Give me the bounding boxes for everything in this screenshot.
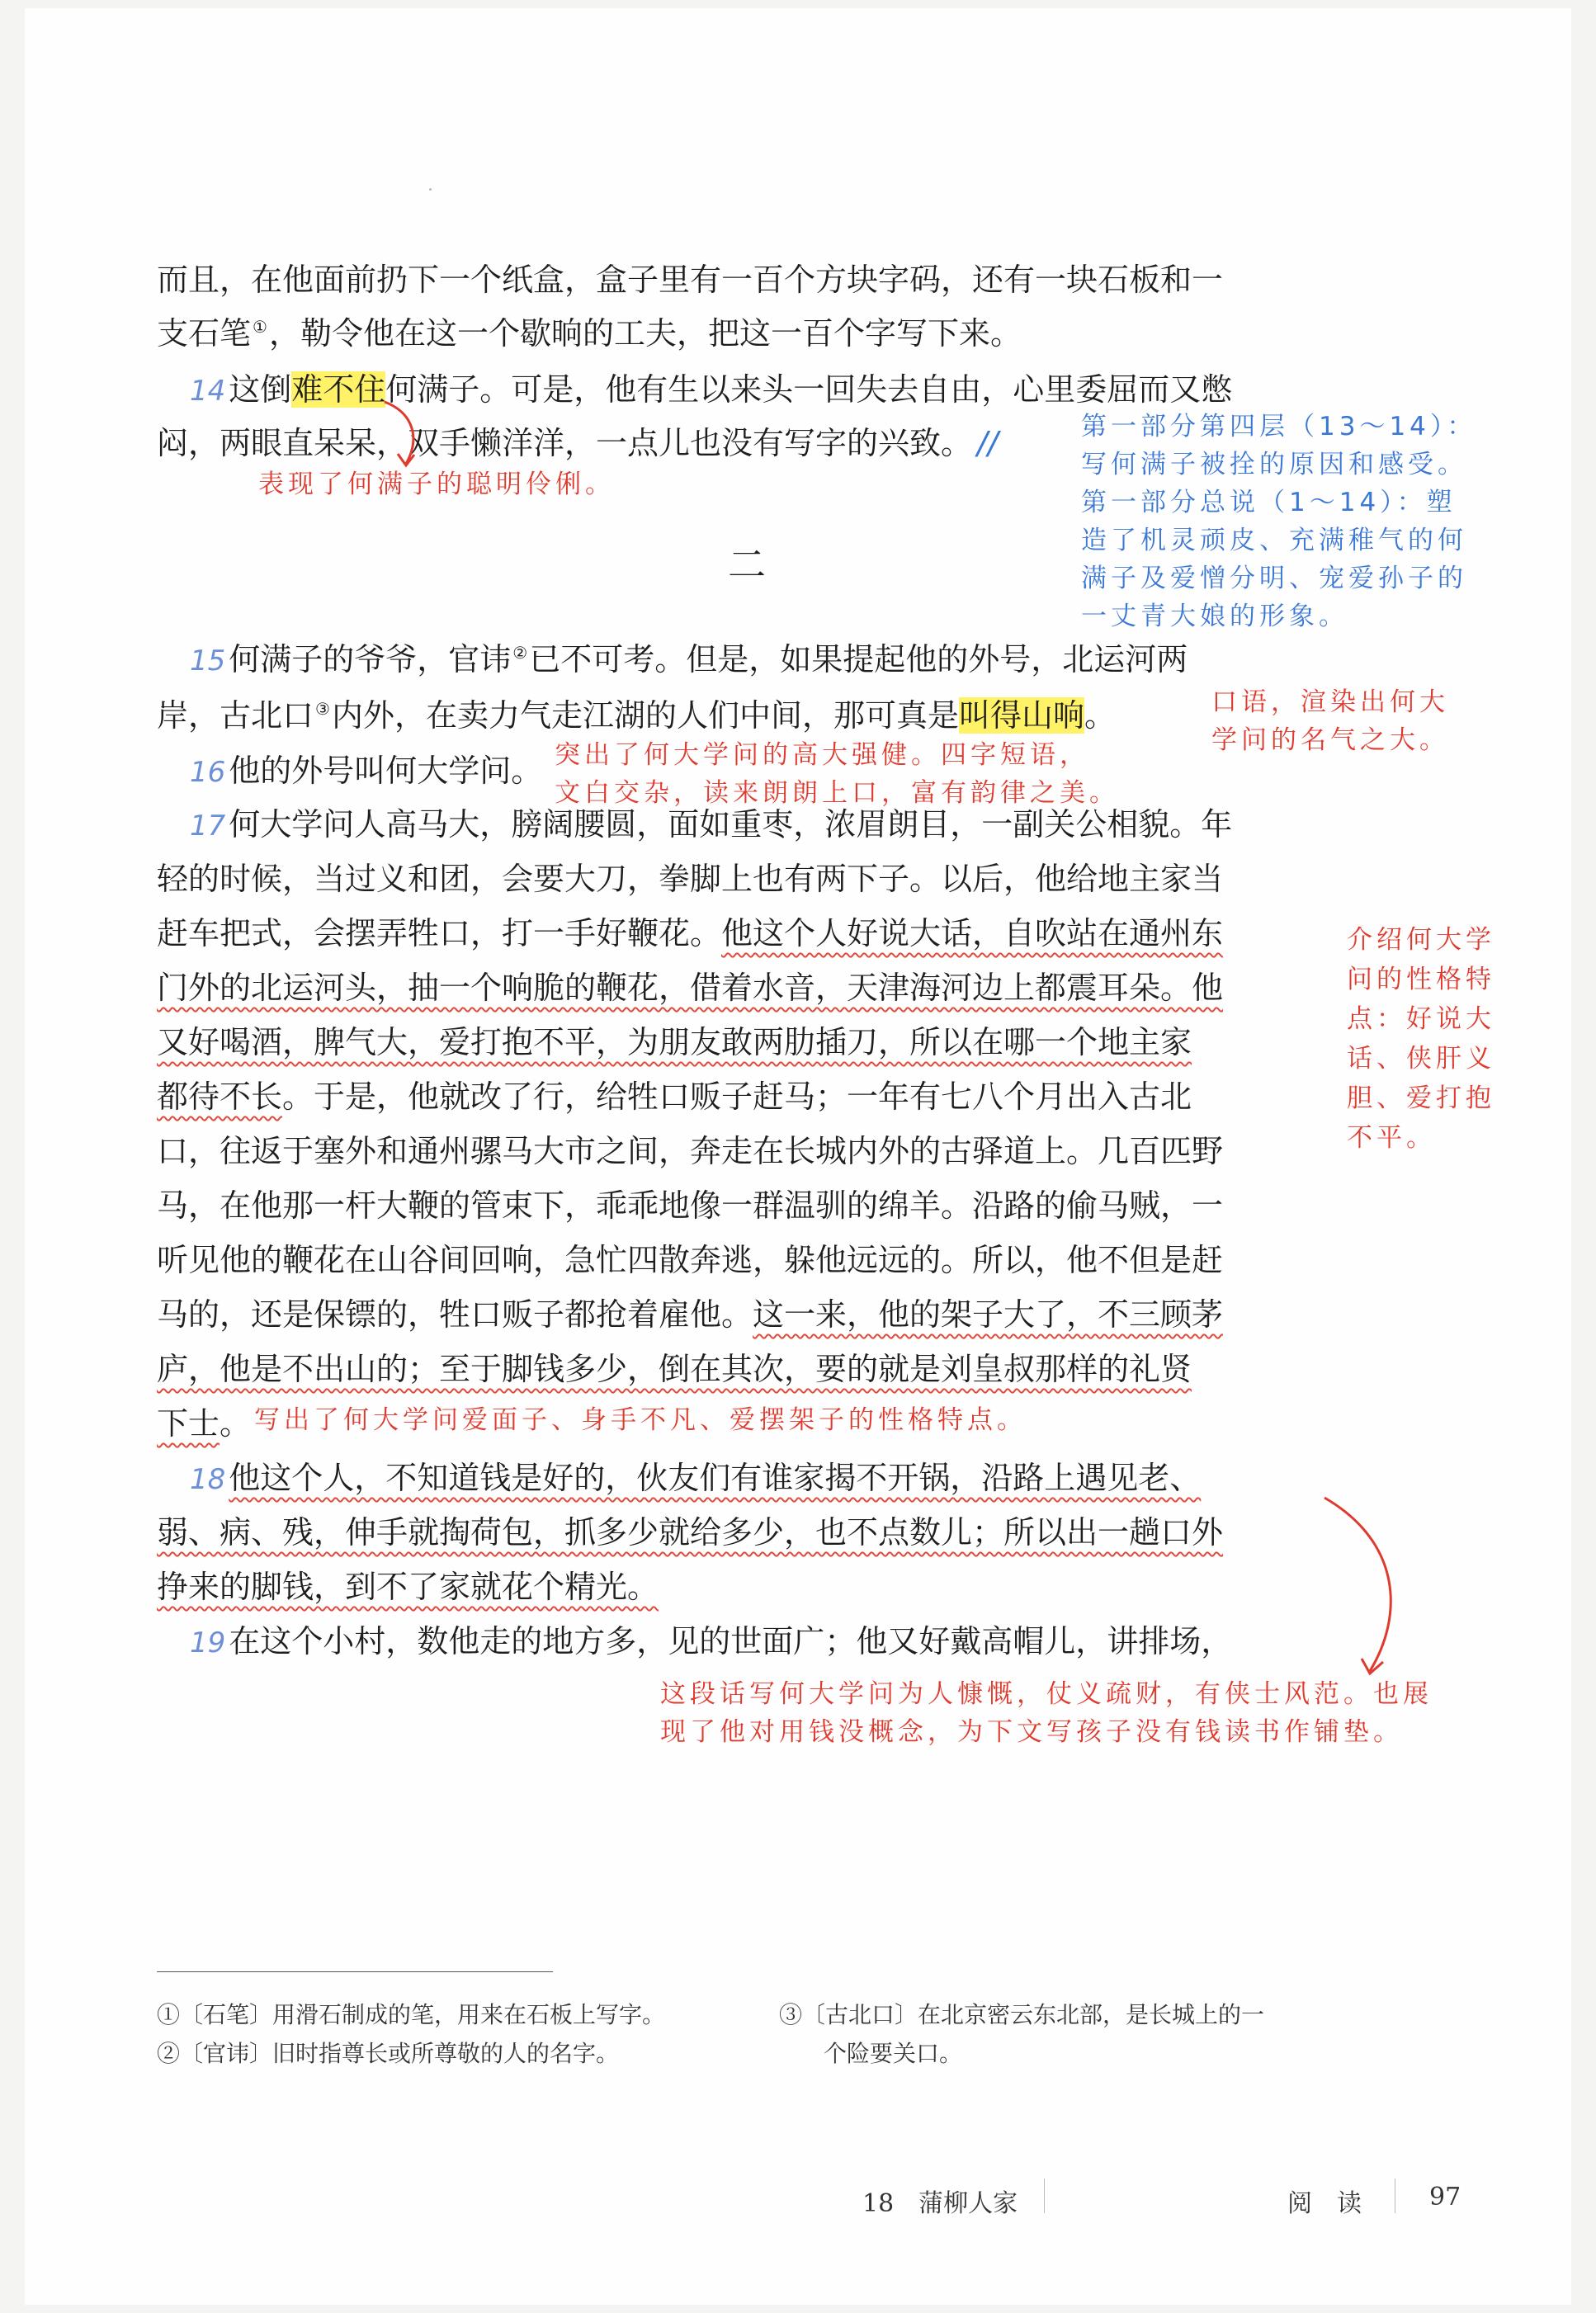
- annotation-line: 介绍何大学: [1347, 925, 1495, 955]
- annotation-p17-character: 写出了何大学问爱面子、身手不凡、爱摆架子的性格特点。: [254, 1405, 1027, 1435]
- annotation-line: 文白交杂，读来朗朗上口，富有韵律之美。: [555, 778, 1119, 808]
- text-line: 支石笔 ①，勒令他在这一个歇晌的工夫，把这一百个字写下来。: [157, 315, 1022, 352]
- scan-speck: [429, 188, 432, 191]
- annotation-line: 点：好说大: [1347, 1004, 1495, 1034]
- text-line: [157, 1571, 659, 1603]
- footnote-ref-1[interactable]: ①: [253, 317, 267, 337]
- wavy-underlined-text: 都待不长: [157, 1079, 283, 1115]
- paragraph-19-line: 19 在这个小村，数他走的地方多，见的世面广；他又好戴高帽儿，讲排场，: [190, 1623, 1233, 1659]
- paragraph-number: 16: [190, 756, 226, 789]
- footnote-1: ①〔石笔〕用滑石制成的笔，用来在石板上写字。: [157, 2001, 666, 2028]
- text-line: 轻的时候，当过义和团，会要大刀，拳脚上也有两下子。以后，他给地主家当: [157, 861, 1224, 897]
- annotation-line: 现了他对用钱没概念，为下文写孩子没有钱读书作铺垫。: [660, 1717, 1403, 1747]
- text-line: [157, 1514, 1224, 1551]
- footnote-3: ③〔古北口〕在北京密云东北部，是长城上的一: [779, 2001, 1265, 2028]
- wavy-underlined-text: 挣来的脚钱，到不了家就花个精光。: [157, 1569, 659, 1605]
- footnote-ref-2[interactable]: ②: [512, 643, 528, 663]
- paragraph-18-line: [190, 1462, 1201, 1494]
- wavy-underlined-text: 他这个人，不知道钱是好的，伙友们有谁家揭不开锅，沿路上遇见老、: [229, 1460, 1202, 1496]
- footnote-3-continued: 个险要关口。: [824, 2040, 963, 2067]
- annotation-line: 满子及爱憎分明、宠爱孙子的: [1081, 564, 1467, 593]
- wavy-underlined-text: 门外的北运河头，抽一个响脆的鞭花，借着水音，天津海河边上都震耳朵。他: [157, 970, 1224, 1006]
- annotation-line: 胆、爱打抱: [1347, 1083, 1495, 1113]
- highlighted-phrase: 叫得山响: [958, 697, 1084, 734]
- text-line: 马，在他那一杆大鞭的管束下，乖乖地像一群温驯的绵羊。沿路的偷马贼，一: [157, 1187, 1224, 1224]
- paragraph-number: 17: [190, 810, 226, 843]
- annotation-line: 第一部分第四层（13～14）：: [1081, 412, 1477, 441]
- text-line: [157, 1353, 1192, 1385]
- section-heading: 二: [728, 542, 766, 587]
- paragraph-number: 19: [190, 1626, 226, 1659]
- footnote-divider: [157, 1971, 553, 1972]
- paragraph-number: 18: [190, 1463, 226, 1496]
- text-line: [157, 970, 1224, 1006]
- text-line: 都待不长。于是，他就改了行，给牲口贩子赶马；一年有七八个月出入古北: [157, 1079, 1192, 1115]
- footnote-ref-3[interactable]: ③: [315, 699, 330, 719]
- annotation-line: 一丈青大娘的形象。: [1081, 602, 1348, 631]
- annotation-line: 这段话写何大学问为人慷慨，仗义疏财，有侠士风范。也展: [660, 1679, 1433, 1709]
- wavy-underlined-text: 他这个人好说大话，自吹站在通州东: [721, 915, 1224, 951]
- annotation-p14: 表现了何满子的聪明伶俐。: [258, 470, 615, 499]
- annotation-line: 写何满子被拴的原因和感受。: [1081, 450, 1467, 479]
- paragraph-14-line: 14 这倒难不住何满子。可是，他有生以来头一回失去自由，心里委屈而又憋: [190, 371, 1233, 408]
- paragraph-15-line: 15 何满子的爷爷，官讳 ②已不可考。但是，如果提起他的外号，北运河两: [190, 641, 1188, 677]
- paragraph-number: 15: [190, 644, 226, 677]
- annotation-line: 第一部分总说（1～14）：塑: [1081, 488, 1457, 517]
- annotation-line: 不平。: [1347, 1123, 1436, 1153]
- text-line: 马的，还是保镖的，牲口贩子都抢着雇他。这一来，他的架子大了，不三顾茅: [157, 1296, 1224, 1333]
- annotation-line: 突出了何大学问的高大强健。四字短语，: [555, 740, 1089, 770]
- text-line: [157, 1024, 1192, 1060]
- text-line: 听见他的鞭花在山谷间回响，急忙四散奔逃，躲他远远的。所以，他不但是赶: [157, 1242, 1224, 1278]
- paragraph-16-line: 16 他的外号叫何大学问。: [190, 753, 543, 789]
- paragraph-17-line: 17 何大学问人高马大，膀阔腰圆，面如重枣，浓眉朗目，一副关公相貌。年: [190, 806, 1233, 843]
- highlighted-phrase: 难不住: [291, 371, 386, 408]
- annotation-line: 口语，渲染出何大: [1211, 687, 1449, 717]
- annotation-line: 造了机灵顽皮、充满稚气的何: [1081, 526, 1467, 555]
- text-line: 而且，在他面前扔下一个纸盒，盒子里有一百个方块字码，还有一块石板和一: [157, 262, 1224, 298]
- text-line: 赶车把式，会摆弄牲口，打一手好鞭花。他这个人好说大话，自吹站在通州东: [157, 915, 1224, 951]
- layer-divider-mark: //: [977, 425, 999, 461]
- page-number: 97: [1429, 2183, 1461, 2212]
- wavy-underlined-text: 庐，他是不出山的；至于脚钱多少，倒在其次，要的就是刘皇叔那样的礼贤: [157, 1351, 1192, 1387]
- text-line: 下士。: [157, 1405, 252, 1442]
- wavy-underlined-text: 又好喝酒，脾气大，爱打抱不平，为朋友敢两肋插刀，所以在哪一个地主家: [157, 1024, 1192, 1060]
- paragraph-number: 14: [190, 375, 226, 408]
- annotation-line: 问的性格特: [1347, 965, 1495, 994]
- footer-lesson-title: 18 蒲柳人家: [862, 2189, 1018, 2218]
- footnote-2: ②〔官讳〕旧时指尊长或所尊敬的人的名字。: [157, 2040, 620, 2067]
- footer-separator: [1044, 2178, 1045, 2213]
- annotation-line: 话、侠肝义: [1347, 1044, 1495, 1074]
- wavy-underlined-text: 下士: [157, 1405, 220, 1442]
- text-line: 岸，古北口 ③内外，在卖力气走江湖的人们中间，那可真是叫得山响。: [157, 697, 1116, 734]
- footer-unit: 阅 读: [1287, 2189, 1362, 2218]
- wavy-underlined-text: 弱、病、残，伸手就掏荷包，抓多少就给多少，也不点数儿；所以出一趟口外: [157, 1514, 1224, 1551]
- wavy-underlined-text: 这一来，他的架子大了，不三顾茅: [753, 1296, 1224, 1333]
- annotation-line: 学问的名气之大。: [1211, 725, 1449, 755]
- text-line: 闷，两眼直呆呆，双手懒洋洋，一点儿也没有写字的兴致。 //: [157, 425, 999, 461]
- text-line: 口，往返于塞外和通州骡马大市之间，奔走在长城内外的古驿道上。几百匹野: [157, 1133, 1224, 1169]
